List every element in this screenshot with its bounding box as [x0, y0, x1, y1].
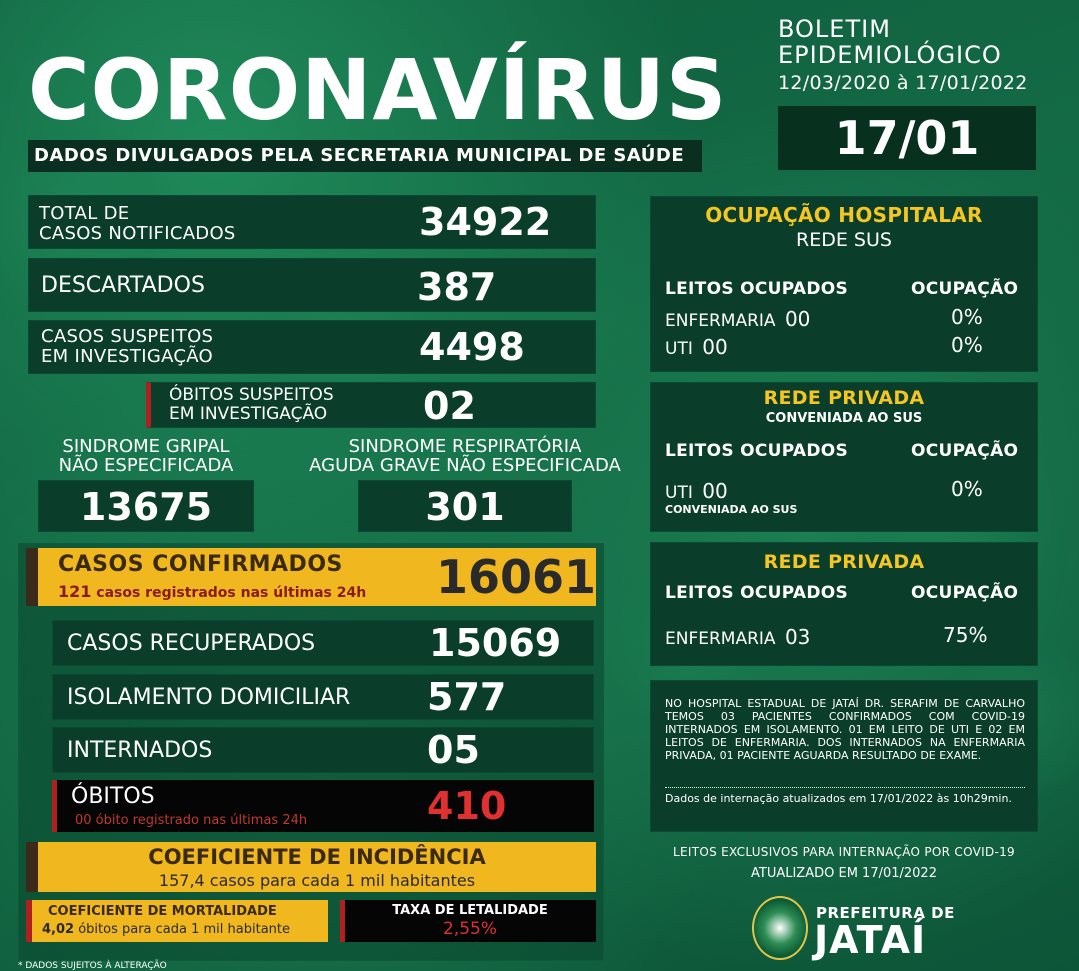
mortalidade-card: [26, 900, 328, 942]
confirmados-new-count: 121: [58, 582, 92, 601]
letalidade-value: 2,55%: [442, 919, 497, 939]
sg-label: [38, 437, 254, 475]
confirmados-value: 16061: [436, 550, 597, 604]
boletim-line1: BOLETIM: [778, 15, 891, 43]
sus-uti-value: 00: [702, 335, 728, 359]
page-subtitle: DADOS DIVULGADOS PELA SECRETARIA MUNICIPAL DE SAÚDE: [34, 145, 685, 166]
page-title: CORONAVÍRUS: [28, 41, 728, 139]
confirmados-new-text: casos registrados nas últimas 24h: [96, 585, 367, 601]
suspeitos-label-line2: EM INVESTIGAÇÃO: [41, 346, 213, 367]
sus-title: OCUPAÇÃO HOSPITALAR: [705, 203, 983, 227]
logo-line1: PREFEITURA DE: [816, 904, 955, 922]
isolamento-label: ISOLAMENTO DOMICILIAR: [67, 685, 351, 710]
obitos-card: [52, 780, 594, 832]
sus-uti-label: UTI: [665, 339, 693, 359]
priv-conv-uti-value: 00: [702, 479, 728, 503]
footnote: * DADOS SUJEITOS À ALTERAÇÃO: [18, 961, 167, 971]
sus-enf-pct: 0%: [951, 305, 983, 329]
internados-value: 05: [427, 728, 480, 772]
confirmados-sub: [58, 582, 366, 601]
priv-enf-pct: 75%: [943, 623, 988, 647]
priv-conv-uti-pct: 0%: [951, 477, 983, 501]
priv-enf-value: 03: [784, 625, 811, 649]
suspeitos-card: [28, 320, 596, 374]
priv-title: REDE PRIVADA: [763, 551, 925, 573]
notificados-label-line1: TOTAL DE: [39, 203, 130, 224]
sus-uti-row: [665, 335, 728, 359]
priv-conv-col-leitos: LEITOS OCUPADOS: [665, 441, 849, 461]
suspeitos-value: 4498: [419, 325, 525, 369]
priv-enf-label: ENFERMARIA: [665, 629, 776, 649]
hospital-note-update: Dados de internação atualizados em 17/01/2022 às 10h29min.: [665, 787, 1025, 805]
incidencia-card: [26, 842, 596, 892]
srag-label-line1: SINDROME RESPIRATÓRIA: [348, 436, 582, 457]
internados-card: [52, 727, 594, 773]
letalidade-label: TAXA DE LETALIDADE: [392, 903, 548, 918]
boletim-heading: [778, 16, 1002, 68]
mortalidade-label: COEFICIENTE DE MORTALIDADE: [48, 904, 277, 919]
recuperados-card: [52, 620, 594, 666]
sus-col-ocupacao: OCUPAÇÃO: [911, 279, 1019, 299]
srag-label-line2: AGUDA GRAVE NÃO ESPECIFICADA: [309, 455, 621, 476]
priv-conv-uti-label: UTI: [665, 483, 693, 503]
priv-col-ocupacao: OCUPAÇÃO: [911, 583, 1019, 603]
notificados-card: [28, 195, 596, 249]
exclusive-line1: LEITOS EXCLUSIVOS PARA INTERNAÇÃO POR COVID-19: [673, 845, 1015, 859]
confirmados-card: [26, 548, 596, 606]
letalidade-card: [340, 900, 596, 942]
sg-card: [38, 480, 254, 532]
priv-conv-uti-row: [665, 479, 728, 503]
priv-conv-col-ocupacao: OCUPAÇÃO: [911, 441, 1019, 461]
recuperados-value: 15069: [429, 621, 562, 665]
srag-card: [358, 480, 572, 532]
isolamento-value: 577: [427, 675, 507, 719]
exclusive-line2: ATUALIZADO EM 17/01/2022: [751, 866, 937, 881]
obitos-suspeitos-label: [169, 386, 334, 424]
sg-label-line1: SINDROME GRIPAL: [62, 436, 230, 457]
suspeitos-label-line1: CASOS SUSPEITOS: [41, 326, 214, 347]
notificados-value: 34922: [419, 200, 552, 244]
sus-enf-row: [665, 307, 810, 331]
obitos-suspeitos-value: 02: [423, 384, 476, 428]
incidencia-label: COEFICIENTE DE INCIDÊNCIA: [148, 845, 486, 869]
internados-label: INTERNADOS: [67, 738, 213, 763]
recuperados-label: CASOS RECUPERADOS: [67, 631, 316, 656]
obitos-suspeitos-card: [146, 382, 596, 428]
priv-col-leitos: LEITOS OCUPADOS: [665, 583, 849, 603]
mortalidade-line: [42, 922, 290, 937]
descartados-value: 387: [417, 265, 497, 309]
date-box: [778, 106, 1036, 170]
obitos-sub: 00 óbito registrado nas últimas 24h: [75, 813, 308, 828]
isolamento-card: [52, 674, 594, 720]
notificados-label-line2: CASOS NOTIFICADOS: [39, 223, 236, 244]
srag-value: 301: [425, 485, 505, 529]
obitos-label: ÓBITOS: [71, 784, 155, 809]
priv-enf-row: [665, 625, 810, 649]
priv-card: [650, 542, 1038, 666]
sg-label-line2: NÃO ESPECIFICADA: [58, 455, 234, 476]
boletim-line2: EPIDEMIOLÓGICO: [778, 41, 1002, 69]
priv-conv-card: [650, 382, 1038, 532]
sus-uti-pct: 0%: [951, 333, 983, 357]
sg-value: 13675: [79, 485, 213, 529]
descartados-card: [28, 258, 596, 312]
incidencia-text: 157,4 casos para cada 1 mil habitantes: [158, 871, 476, 890]
jatai-crest-icon: [752, 896, 808, 960]
sus-card: [650, 196, 1038, 372]
descartados-label: DESCARTADOS: [41, 273, 205, 298]
sus-enf-label: ENFERMARIA: [665, 311, 776, 331]
obitos-suspeitos-label-line2: EM INVESTIGAÇÃO: [169, 404, 328, 424]
boletim-period: 12/03/2020 à 17/01/2022: [778, 72, 1028, 94]
mortalidade-value: 4,02: [42, 922, 75, 937]
suspeitos-label: [41, 327, 213, 367]
obitos-suspeitos-label-line1: ÓBITOS SUSPEITOS: [169, 385, 334, 405]
priv-conv-uti-note: CONVENIADA AO SUS: [665, 503, 798, 516]
srag-label: [290, 437, 640, 475]
priv-conv-subtitle: CONVENIADA AO SUS: [765, 411, 923, 426]
sus-col-leitos: LEITOS OCUPADOS: [665, 279, 849, 299]
bulletin-date: 17/01: [834, 111, 980, 165]
mortalidade-text: óbitos para cada 1 mil habitante: [78, 922, 291, 937]
sus-subtitle: REDE SUS: [796, 229, 892, 251]
notificados-label: [39, 204, 236, 244]
hospital-note: NO HOSPITAL ESTADUAL DE JATAÍ DR. SERAFIM DE CARVALHO TEMOS 03 PACIENTES CONFIRMADOS COM COVID-19 INTERNADOS EM ISOLAMENTO. 01 EM LEITO DE UTI E 02 EM LEITOS DE ENFERMARIA. DOS INTERNADOS NA ENFERMARIA PRIVADA, 01 PACIENTE AGUARDA RESULTADO DE EXAME.: [665, 697, 1025, 762]
confirmados-label: CASOS CONFIRMADOS: [58, 552, 343, 577]
logo-line2: JATAÍ: [814, 918, 927, 962]
sus-enf-value: 00: [784, 307, 811, 331]
priv-conv-title: REDE PRIVADA: [763, 387, 925, 409]
obitos-value: 410: [427, 784, 507, 828]
hospital-note-card: [650, 680, 1038, 832]
